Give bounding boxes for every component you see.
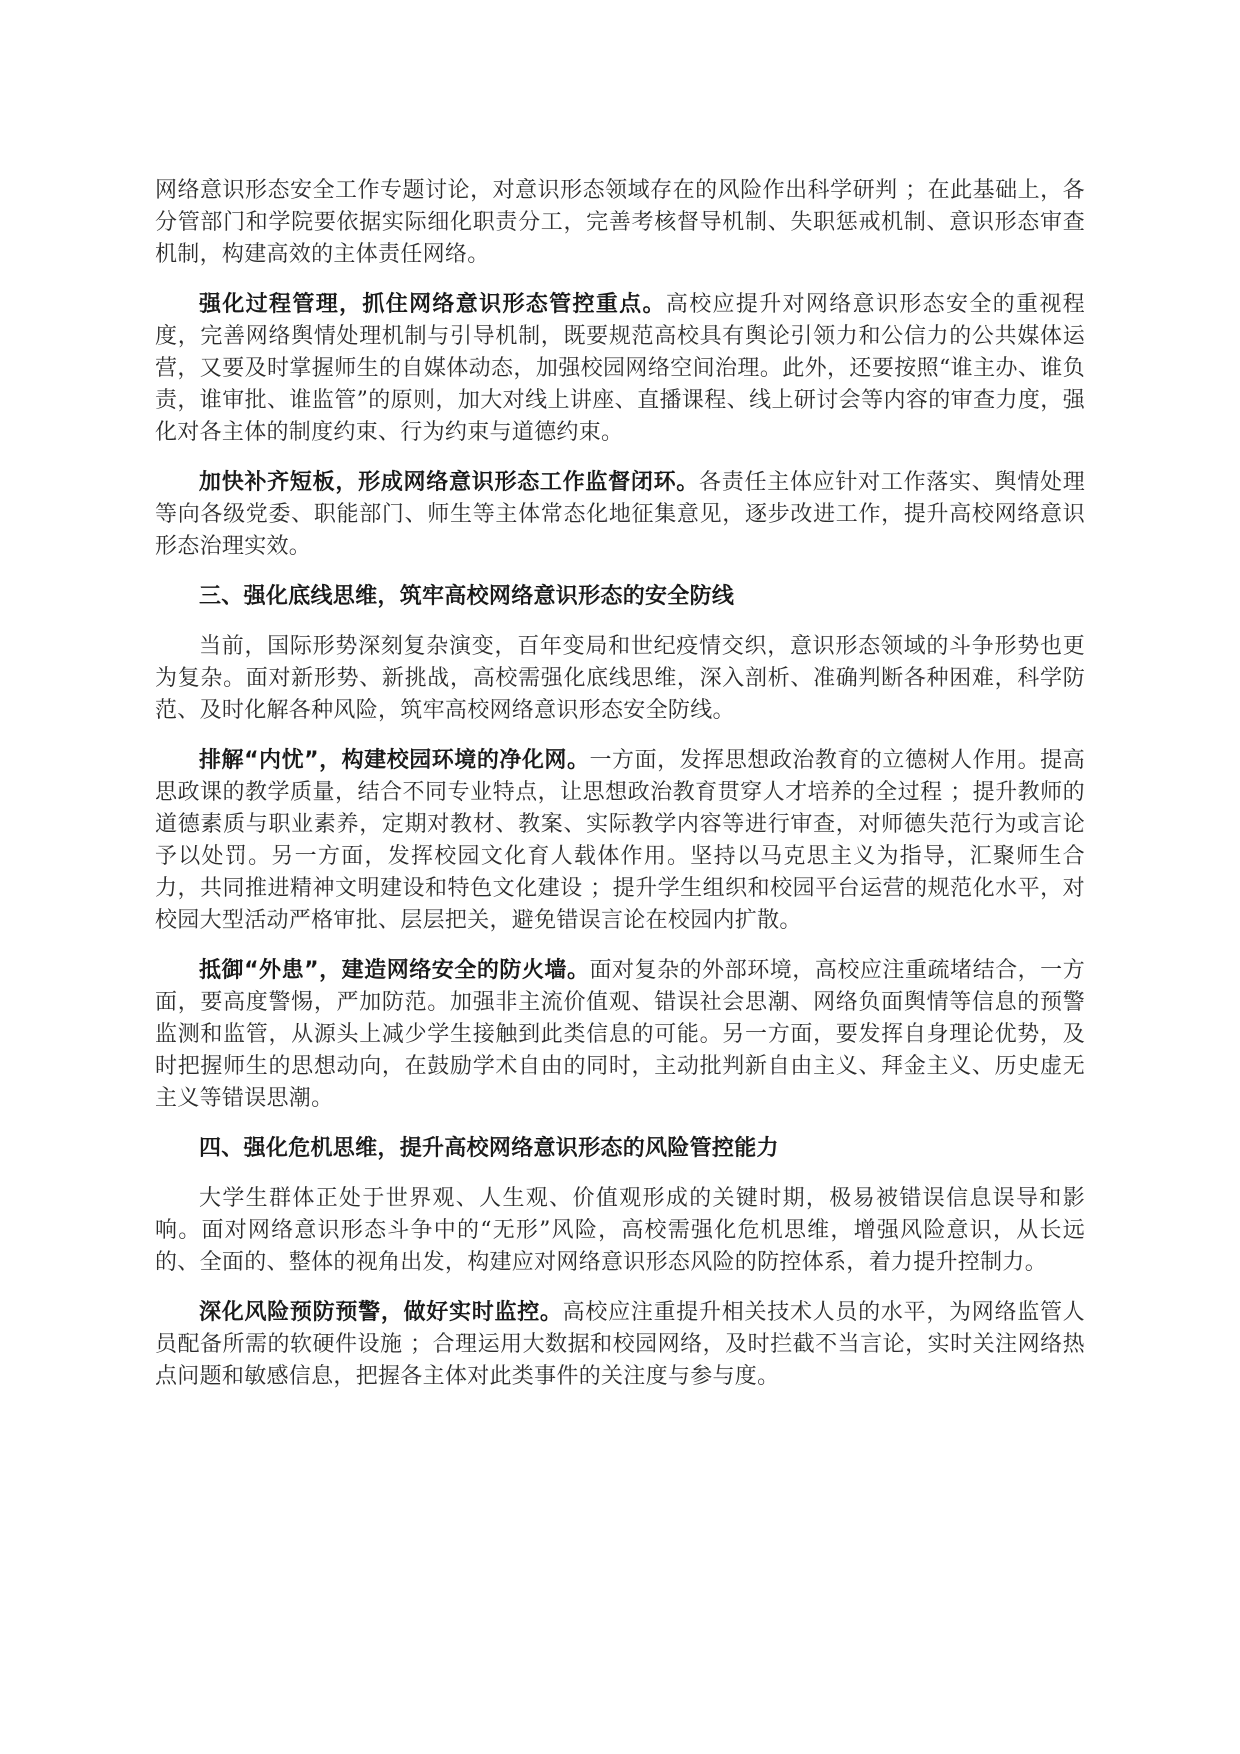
paragraph-5-body: 一方面，发挥思想政治教育的立德树人作用。提高思政课的教学质量，结合不同专业特点，让思想政治教育贯穿人才培养的全过程 ；提升教师的道德素质与职业素养，定期对教材、教案、实际教学内容等进行审查，对师德失范行为或言论予以处罚。另一方面，发挥校园文化育人载体作用。坚持以马克思主义为指导，汇聚师生合力，共同推进精神文明建设和特色文化建设 ；提升学生组织和校园平台运营的规范化水平，对校园大型活动严格审批、层层把关，避免错误言论在校园内扩散。	[155, 748, 1085, 933]
paragraph-3	[155, 467, 1085, 563]
paragraph-3-body: 各责任主体应针对工作落实、舆情处理等向各级党委、职能部门、师生等主体常态化地征集意见，逐步改进工作，提升高校网络意识形态治理实效。	[155, 470, 1085, 559]
document-page	[155, 175, 1085, 1411]
paragraph-4: 当前，国际形势深刻复杂演变，百年变局和世纪疫情交织，意识形态领域的斗争形势也更为复杂。面对新形势、新挑战，高校需强化底线思维，深入剖析、准确判断各种困难，科学防范、及时化解各种风险，筑牢高校网络意识形态安全防线。	[155, 634, 1085, 723]
paragraph-6-lead: 抵御“外患”，建造网络安全的防火墙。	[199, 958, 590, 983]
paragraph-1: 网络意识形态安全工作专题讨论，对意识形态领域存在的风险作出科学研判 ；在此基础上，各分管部门和学院要依据实际细化职责分工，完善考核督导机制、失职惩戒机制、意识形态审查机制，构建高效的主体责任网络。	[155, 178, 1085, 267]
paragraph-8-lead: 深化风险预防预警，做好实时监控。	[199, 1300, 563, 1325]
paragraph-7: 大学生群体正处于世界观、人生观、价值观形成的关键时期，极易被错误信息误导和影响。面对网络意识形态斗争中的“无形”风险，高校需强化危机思维，增强风险意识，从长远的、全面的、整体的视角出发，构建应对网络意识形态风险的防控体系，着力提升控制力。	[155, 1186, 1085, 1275]
paragraph-5	[155, 745, 1085, 937]
paragraph-2	[155, 289, 1085, 449]
paragraph-2-body: 高校应提升对网络意识形态安全的重视程度，完善网络舆情处理机制与引导机制，既要规范高校具有舆论引领力和公信力的公共媒体运营，又要及时掌握师生的自媒体动态，加强校园网络空间治理。此外，还要按照“谁主办、谁负责，谁审批、谁监管”的原则，加大对线上讲座、直播课程、线上研讨会等内容的审查力度，强化对各主体的制度约束、行为约束与道德约束。	[155, 292, 1085, 445]
section-heading-3: 三、强化底线思维，筑牢高校网络意识形态的安全防线	[199, 584, 735, 609]
paragraph-5-lead: 排解“内忧”，构建校园环境的净化网。	[199, 748, 590, 773]
paragraph-3-lead: 加快补齐短板，形成网络意识形态工作监督闭环。	[199, 470, 700, 495]
paragraph-6-body: 面对复杂的外部环境，高校应注重疏堵结合，一方面，要高度警惕，严加防范。加强非主流价值观、错误社会思潮、网络负面舆情等信息的预警监测和监管，从源头上减少学生接触到此类信息的可能。另一方面，要发挥自身理论优势，及时把握师生的思想动向，在鼓励学术自由的同时，主动批判新自由主义、拜金主义、历史虚无主义等错误思潮。	[155, 958, 1085, 1111]
paragraph-2-lead: 强化过程管理，抓住网络意识形态管控重点。	[199, 292, 666, 317]
paragraph-8-body: 高校应注重提升相关技术人员的水平，为网络监管人员配备所需的软硬件设施 ；合理运用大数据和校园网络，及时拦截不当言论，实时关注网络热点问题和敏感信息，把握各主体对此类事件的关注度与参与度。	[155, 1300, 1085, 1389]
section-heading-4: 四、强化危机思维，提升高校网络意识形态的风险管控能力	[199, 1136, 779, 1161]
paragraph-6	[155, 955, 1085, 1115]
paragraph-8	[155, 1297, 1085, 1393]
